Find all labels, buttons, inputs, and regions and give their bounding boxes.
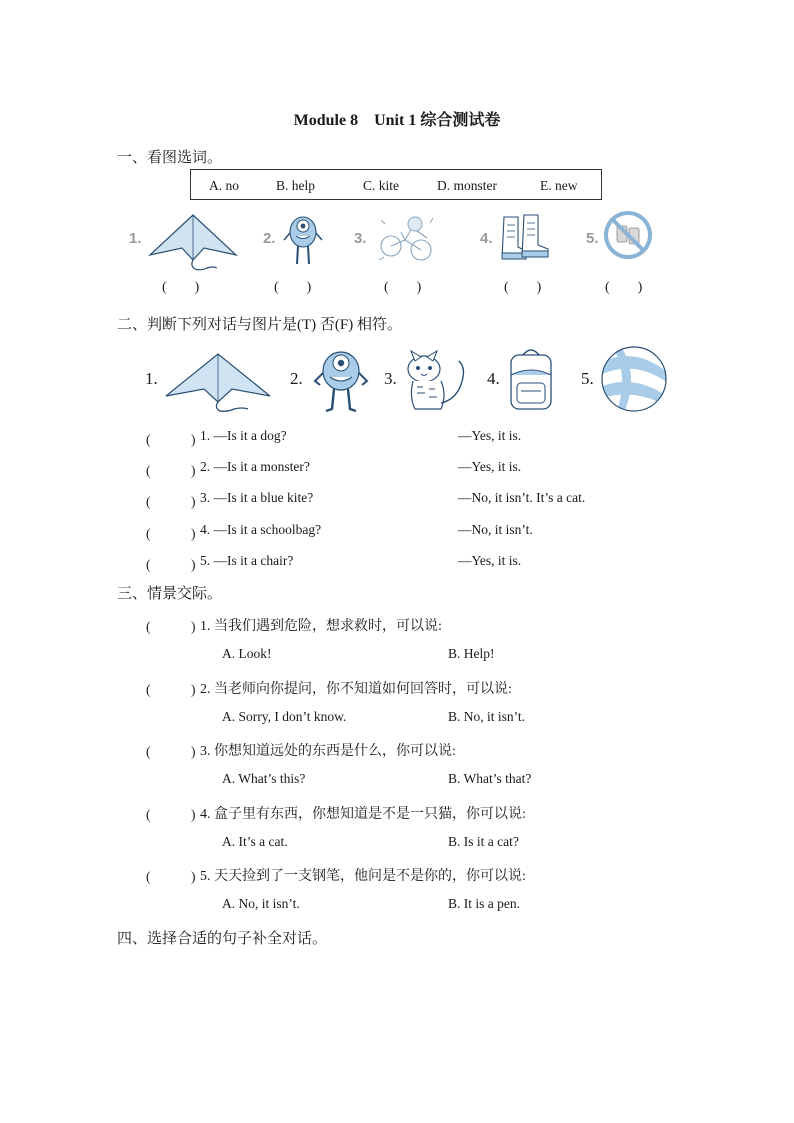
s1-answer-paren-3[interactable]: ( ) (384, 280, 422, 295)
s2-reply-1: —Yes, it is. (458, 428, 522, 443)
s1-answer-paren-1[interactable]: ( ) (162, 280, 200, 295)
word-option-c: C. kite (363, 178, 399, 193)
s1-answer-paren-5[interactable]: ( ) (605, 280, 643, 295)
word-option-a: A. no (209, 178, 239, 193)
s3-answer-paren-1[interactable]: ( ) (146, 619, 196, 634)
s2-reply-3: —No, it isn’t. It’s a cat. (458, 490, 586, 505)
kite-picture (164, 352, 272, 412)
kite-icon (148, 212, 238, 270)
monster-picture (312, 345, 370, 413)
s2-number-5: 5. (581, 369, 594, 388)
s2-number-4: 4. (487, 369, 500, 388)
s2-question-3: 3. —Is it a blue kite? (200, 490, 314, 505)
s2-number-2: 2. (290, 369, 303, 388)
s1-answer-paren-4[interactable]: ( ) (504, 280, 542, 295)
s1-number-1: 1. (129, 230, 142, 247)
s2-number-3: 3. (384, 369, 397, 388)
s3-prompt-1: 1. 当我们遇到危险，想求救时，可以说: (200, 619, 442, 634)
s2-number-1: 1. (145, 369, 158, 388)
s2-reply-4: —No, it isn’t. (458, 522, 533, 537)
s3-prompt-3: 3. 你想知道远处的东西是什么，你可以说: (200, 744, 456, 759)
s3-answer-paren-2[interactable]: ( ) (146, 682, 196, 697)
s3-prompt-2: 2. 当老师向你提问，你不知道如何回答时，可以说: (200, 682, 512, 697)
ball-picture (600, 345, 668, 413)
s3-prompt-5: 5. 天天捡到了一支钢笔，他问是不是你的，你可以说: (200, 869, 526, 884)
s1-number-4: 4. (480, 230, 493, 247)
s2-answer-paren-3[interactable]: ( ) (146, 494, 196, 509)
s3-option-3a[interactable]: A. What’s this? (222, 771, 306, 786)
cat-picture (403, 345, 469, 413)
new-boots-icon (498, 209, 552, 265)
s2-answer-paren-4[interactable]: ( ) (146, 526, 196, 541)
s3-option-4a[interactable]: A. It’s a cat. (222, 834, 288, 849)
s3-answer-paren-3[interactable]: ( ) (146, 744, 196, 759)
s3-option-3b[interactable]: B. What’s that? (448, 771, 532, 786)
s3-option-5b[interactable]: B. It is a pen. (448, 896, 520, 911)
word-option-d: D. monster (437, 178, 497, 193)
schoolbag-picture (507, 345, 555, 411)
s3-answer-paren-4[interactable]: ( ) (146, 807, 196, 822)
section-3-heading: 三、情景交际。 (117, 586, 223, 602)
s3-option-4b[interactable]: B. Is it a cat? (448, 834, 519, 849)
s3-option-1a[interactable]: A. Look! (222, 646, 272, 661)
word-option-b: B. help (276, 178, 315, 193)
s1-number-3: 3. (354, 230, 367, 247)
s2-question-4: 4. —Is it a schoolbag? (200, 522, 322, 537)
s2-question-2: 2. —Is it a monster? (200, 459, 310, 474)
s1-number-2: 2. (263, 230, 276, 247)
no-sign-icon (603, 210, 653, 260)
section-4-heading: 四、选择合适的句子补全对话。 (117, 931, 328, 947)
s3-option-1b[interactable]: B. Help! (448, 646, 495, 661)
s2-answer-paren-5[interactable]: ( ) (146, 557, 196, 572)
word-option-e: E. new (540, 178, 578, 193)
s2-answer-paren-2[interactable]: ( ) (146, 463, 196, 478)
s2-question-1: 1. —Is it a dog? (200, 428, 287, 443)
s3-option-5a[interactable]: A. No, it isn’t. (222, 896, 300, 911)
s2-reply-5: —Yes, it is. (458, 553, 522, 568)
section-1-heading: 一、看图选词。 (117, 150, 223, 166)
s1-number-5: 5. (586, 230, 599, 247)
s3-option-2b[interactable]: B. No, it isn’t. (448, 709, 526, 724)
s2-question-5: 5. —Is it a chair? (200, 553, 294, 568)
section-2-heading: 二、判断下列对话与图片是(T) 否(F) 相符。 (117, 317, 402, 333)
s3-prompt-4: 4. 盒子里有东西，你想知道是不是一只猫，你可以说: (200, 807, 526, 822)
s3-option-2a[interactable]: A. Sorry, I don’t know. (222, 709, 347, 724)
s3-answer-paren-5[interactable]: ( ) (146, 869, 196, 884)
s2-reply-2: —Yes, it is. (458, 459, 522, 474)
monster-icon (283, 208, 323, 268)
page-title: Module 8 Unit 1 综合测试卷 (293, 112, 501, 129)
crashed-bike-icon (377, 210, 437, 266)
s1-answer-paren-2[interactable]: ( ) (274, 280, 312, 295)
s2-answer-paren-1[interactable]: ( ) (146, 432, 196, 447)
